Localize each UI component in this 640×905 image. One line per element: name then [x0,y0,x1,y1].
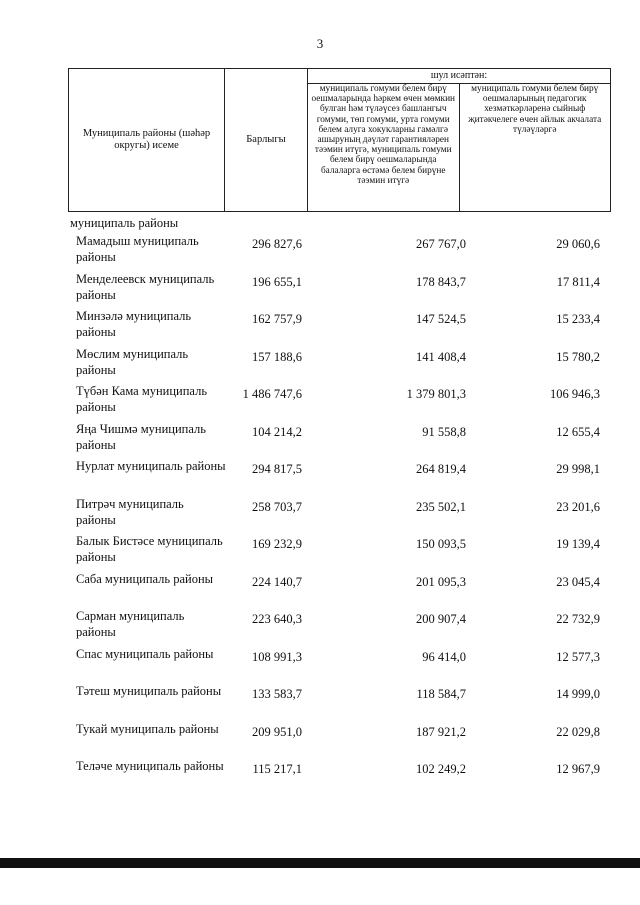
row-general-education: 150 093,5 [416,537,466,551]
row-total: 169 232,9 [252,537,302,551]
row-general-education: 1 379 801,3 [406,387,466,401]
row-total: 162 757,9 [252,312,302,326]
table-row [0,308,640,346]
row-total: 258 703,7 [252,499,302,514]
header-municipality-name: Муниципаль районы (шәһәр округы) исеме [69,69,225,212]
row-name: Спас муниципаль районы [76,646,214,661]
row-class-teacher-payments: 12 655,4 [556,424,600,439]
table-header [68,68,611,212]
row-class-teacher-payments: 23 045,4 [556,574,600,589]
row-name: Минзәлә муниципаль районы [76,309,192,339]
row-general-education: 187 921,2 [416,724,466,739]
row-general-education: 147 524,5 [416,312,466,326]
header-total: Барлыгы [225,69,308,212]
row-class-teacher-payments: 12 967,9 [556,762,600,776]
row-class-teacher-payments: 19 139,4 [556,537,600,551]
row-general-education: 118 584,7 [416,687,466,701]
row-general-education: 235 502,1 [416,499,466,514]
table-row [0,646,640,684]
row-total: 224 140,7 [252,574,302,589]
table-row [0,271,640,309]
row-name: Яңа Чишмә муниципаль районы [76,421,206,452]
row-class-teacher-payments: 29 998,1 [556,462,600,476]
table-row [0,458,640,496]
row-name: Нурлат муниципаль районы [76,459,226,473]
page-number: 3 [316,36,324,51]
scan-edge-bar [0,858,640,868]
row-total: 133 583,7 [252,687,302,701]
table-row [0,533,640,571]
row-name: Сарман муниципаль районы [76,609,185,639]
row-name: Мамадыш муниципаль районы [76,234,199,264]
row-class-teacher-payments: 15 233,4 [556,312,600,326]
row-total: 104 214,2 [252,424,302,439]
table-row [0,383,640,421]
table-body [0,233,640,796]
table-row [0,421,640,459]
row-name: Балык Бистәсе муниципаль районы [76,534,223,564]
table-row [0,571,640,609]
row-total: 1 486 747,6 [242,387,302,401]
row-general-education: 264 819,4 [416,462,466,476]
table-row [0,496,640,534]
row-total: 108 991,3 [252,649,302,664]
row-general-education: 267 767,0 [416,237,466,251]
row-name: Саба муниципаль районы [76,571,214,586]
header-general-education: муниципаль гомуми белем бирү оешмаларында һәркем өчен мөмкин булган һәм түләүсез башлангыч гомуми, төп гомуми, урта гомуми белем алуга хокукларны гамәлгә ашыруның дәүләт гарантияләрен тәэмин итүгә, муниципаль гомуми белем бирү оешмаларында балаларга өстәмә белем бирүне тәэмин итүгә [308,84,460,212]
header-including: шул исәптән: [308,69,611,84]
row-general-education: 178 843,7 [416,274,466,289]
row-class-teacher-payments: 17 811,4 [556,274,600,289]
header-class-teacher-payments: муниципаль гомуми белем бирү оешмаларының педагогик хезмәткәрләренә сыйныф җитәкчелеге өчен айлык акчалата түләүләргә [459,84,611,212]
row-class-teacher-payments: 22 029,8 [556,724,600,739]
row-total: 196 655,1 [252,274,302,289]
row-name: Мөслим муниципаль районы [76,346,189,377]
row-class-teacher-payments: 23 201,6 [556,499,600,514]
row-name: Теләче муниципаль районы [76,759,224,773]
row-name: Түбән Кама муниципаль районы [76,384,208,414]
row-class-teacher-payments: 15 780,2 [556,349,600,364]
row-class-teacher-payments: 12 577,3 [556,649,600,664]
row-total: 296 827,6 [252,237,302,251]
row-class-teacher-payments: 22 732,9 [556,612,600,626]
row-total: 294 817,5 [252,462,302,476]
row-general-education: 102 249,2 [416,762,466,776]
table-row [0,758,640,796]
row-total: 223 640,3 [252,612,302,626]
table-row [0,683,640,721]
row-name: Менделеевск муниципаль районы [76,271,215,302]
table-row [0,233,640,271]
row-general-education: 96 414,0 [422,649,466,664]
row-general-education: 200 907,4 [416,612,466,626]
row-total: 157 188,6 [252,349,302,364]
row-total: 115 217,1 [252,762,302,776]
row-name: Тукай муниципаль районы [76,721,219,736]
row-class-teacher-payments: 106 946,3 [550,387,600,401]
table-row [0,346,640,384]
table-row [0,608,640,646]
row-class-teacher-payments: 14 999,0 [556,687,600,701]
row-name: Тәтеш муниципаль районы [76,684,222,698]
row-general-education: 141 408,4 [416,349,466,364]
row-general-education: 91 558,8 [422,424,466,439]
continued-row-label: муниципаль районы [70,216,179,230]
row-total: 209 951,0 [252,724,302,739]
row-general-education: 201 095,3 [416,574,466,589]
row-name: Питрәч муниципаль районы [76,496,184,527]
row-class-teacher-payments: 29 060,6 [556,237,600,251]
table-row [0,721,640,759]
